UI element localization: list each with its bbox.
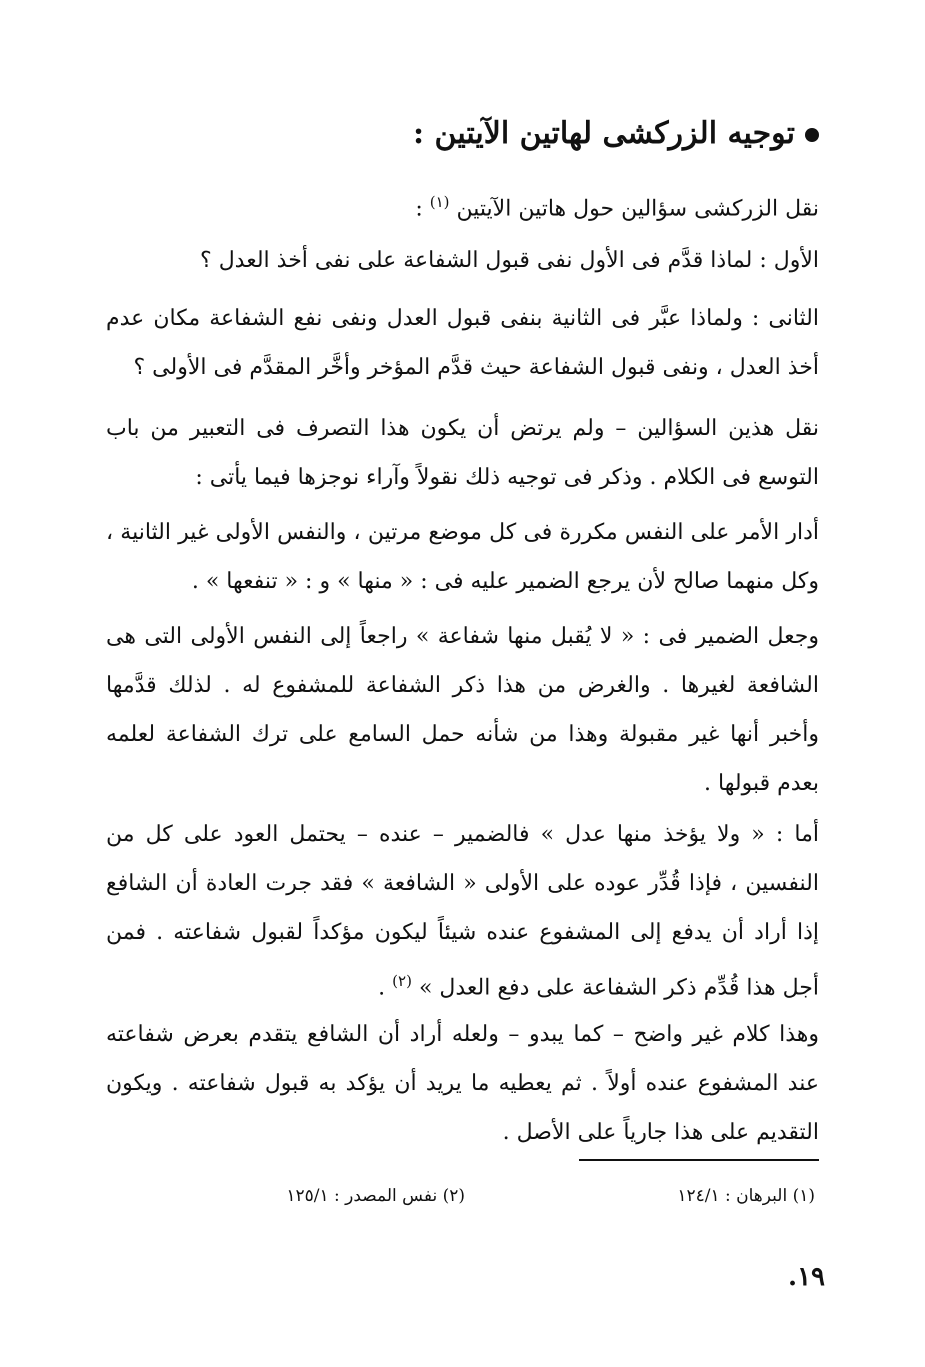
section-heading xyxy=(106,114,819,154)
footnote-2: (٢) نفس المصدر : ١٢٥/١ xyxy=(286,1186,465,1206)
page-number: ١٩. xyxy=(788,1262,825,1292)
heading-text: توجيه الزركشى لهاتين الآيتين : xyxy=(412,116,795,151)
footnote-ref-1: (١) xyxy=(429,193,450,211)
question-2: الثانى : ولماذا عبَّر فى الثانية بنفى قبول العدل ونفى نفع الشفاعة مكان عدم أخذ العدل ، ونفى قبول الشفاعة حيث قدَّم المؤخر وأخَّر المقدَّم فى الأولى ؟ xyxy=(106,306,819,380)
footnote-ref-2: (٢) xyxy=(392,972,412,990)
paragraph-3: نقل هذين السؤالين – ولم يرتض أن يكون هذا التصرف فى التعبير من باب التوسع فى الكلام . وذكر فى توجيه ذلك نقولاً وآراء نوجزها فيما يأتى : xyxy=(106,416,819,490)
question-1: الأول : لماذا قدَّم فى الأول نفى قبول الشفاعة على نفى أخذ العدل ؟ xyxy=(200,248,819,273)
paragraph-5: وجعل الضمير فى : « لا يُقبل منها شفاعة » راجعاً إلى النفس الأولى التى هى الشافعة لغيرها . والغرض من هذا ذكر الشفاعة للمشفوع له . لذلك قدَّمها وأخبر أنها غير مقبولة وهذا من شأنه حمل السامع على ترك الشفاعة لعلمه بعدم قبولها . xyxy=(106,624,819,796)
paragraph-4: أدار الأمر على النفس مكررة فى كل موضع مرتين ، والنفس الأولى غير الثانية ، وكل منهما صالح لأن يرجع الضمير عليه فى : « منها » و : « تنفعها » . xyxy=(106,520,819,594)
bullet-icon xyxy=(805,128,819,142)
footnote-divider xyxy=(579,1159,819,1161)
paragraph-7: وهذا كلام غير واضح – كما يبدو – ولعله أراد أن الشافع يتقدم بعرض شفاعته عند المشفوع عنده أولاً . ثم يعطيه ما يريد أن يؤكد به قبول شفاعته . ويكون التقديم على هذا جارياً على الأصل . xyxy=(106,1022,819,1145)
paragraph-6: أما : « ولا يؤخذ منها عدل » فالضمير – عنده – يحتمل العود على كل من النفسين ، فإذا قُدِّر عوده على الأولى « الشافعة » فقد جرت العادة أن الشافع إذا أراد أن يدفع إلى المشفوع عنده شيئاً ليكون مؤكداً لقبول شفاعته . فمن أجل هذا قُدِّم ذكر الشفاعة على دفع العدل » $^{(٢)}$ . xyxy=(106,822,819,1001)
intro-paragraph: نقل الزركشى سؤالين حول هاتين الآيتين $^{(١)}$ : xyxy=(415,193,819,222)
footnote-1: (١) البرهان : ١٢٤/١ xyxy=(677,1186,815,1206)
